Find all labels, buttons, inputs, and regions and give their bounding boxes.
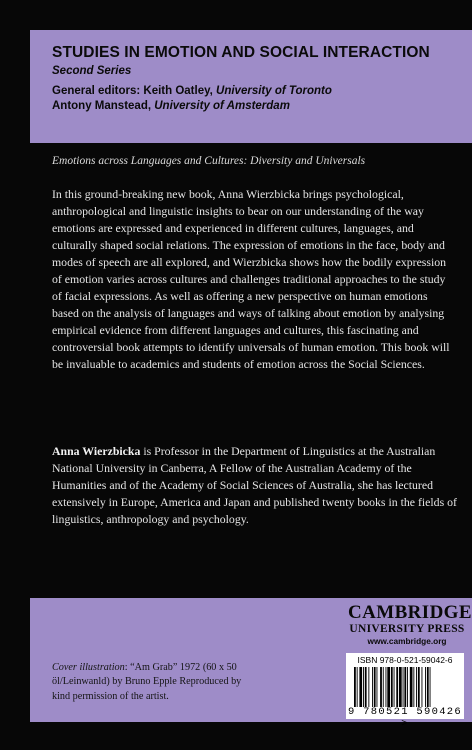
series-title: STUDIES IN EMOTION AND SOCIAL INTERACTION: [52, 44, 430, 61]
general-editors-line: [52, 85, 332, 97]
blurb-paragraph: In this ground-breaking new book, Anna Wierzbicka brings psychological, anthropological and linguistic insights to bear on our understanding of the way emotions are expressed and experienced in different cultures, languages, and culturally shaped social relations. The expression of emotions in the face, body and modes of speech are all explored, and Wierzbicka shows how the bodily expression of emotion varies across cultures and challenges traditional approaches to the study of facial expressions. As well as offering a new perspective on human emotions based on the analysis of languages and ways of talking about emotion by analysing empirical evidence from different languages and cultures, this fascinating and controversial book attempts to identify universals of human emotion. This book will be invaluable to academics and students of emotion across the Social Sciences.: [52, 187, 450, 372]
publisher-subname: UNIVERSITY PRESS: [349, 623, 465, 635]
barcode-number: 9 780521 590426 >: [347, 706, 462, 730]
cover-credit-details: : “Am Grab” 1972 (60 x 50 öl/Leinwanld) by Bruno Epple Reproduced by kind permission of the artist.: [52, 662, 242, 702]
publisher-url: www.cambridge.org: [367, 636, 447, 646]
cover-credit-label: Cover illustration: [52, 662, 125, 673]
author-name: Anna Wierzbicka: [52, 444, 141, 458]
barcode-box: [346, 653, 464, 730]
book-title: Emotions across Languages and Cultures: Diversity and Universals: [52, 155, 366, 167]
publisher-name: CAMBRIDGE: [348, 602, 472, 623]
cover-credit: [52, 661, 252, 704]
barcode-icon: [354, 667, 456, 707]
editor1-affiliation: University of Toronto: [216, 85, 332, 97]
author-bio-text: is Professor in the Department of Linguistics at the Australian National University in Canberra, A Fellow of the Australian Academy of the Humanities and of the Academy of Social Sciences of Australia, she has lectured extensively in Europe, America and Japan and published twenty books in the fields of linguistics, anthropology and psychology.: [52, 444, 457, 527]
author-bio: [52, 443, 457, 528]
series-subtitle: Second Series: [52, 65, 132, 77]
editor2-line: [52, 100, 290, 112]
isbn-label: ISBN 978-0-521-59042-6: [357, 655, 453, 665]
editors-prefix: General editors: Keith Oatley,: [52, 85, 217, 97]
publisher-logo: [348, 602, 472, 647]
editor2-name: Antony Manstead,: [52, 100, 155, 112]
editor2-affiliation: University of Amsterdam: [154, 100, 290, 112]
